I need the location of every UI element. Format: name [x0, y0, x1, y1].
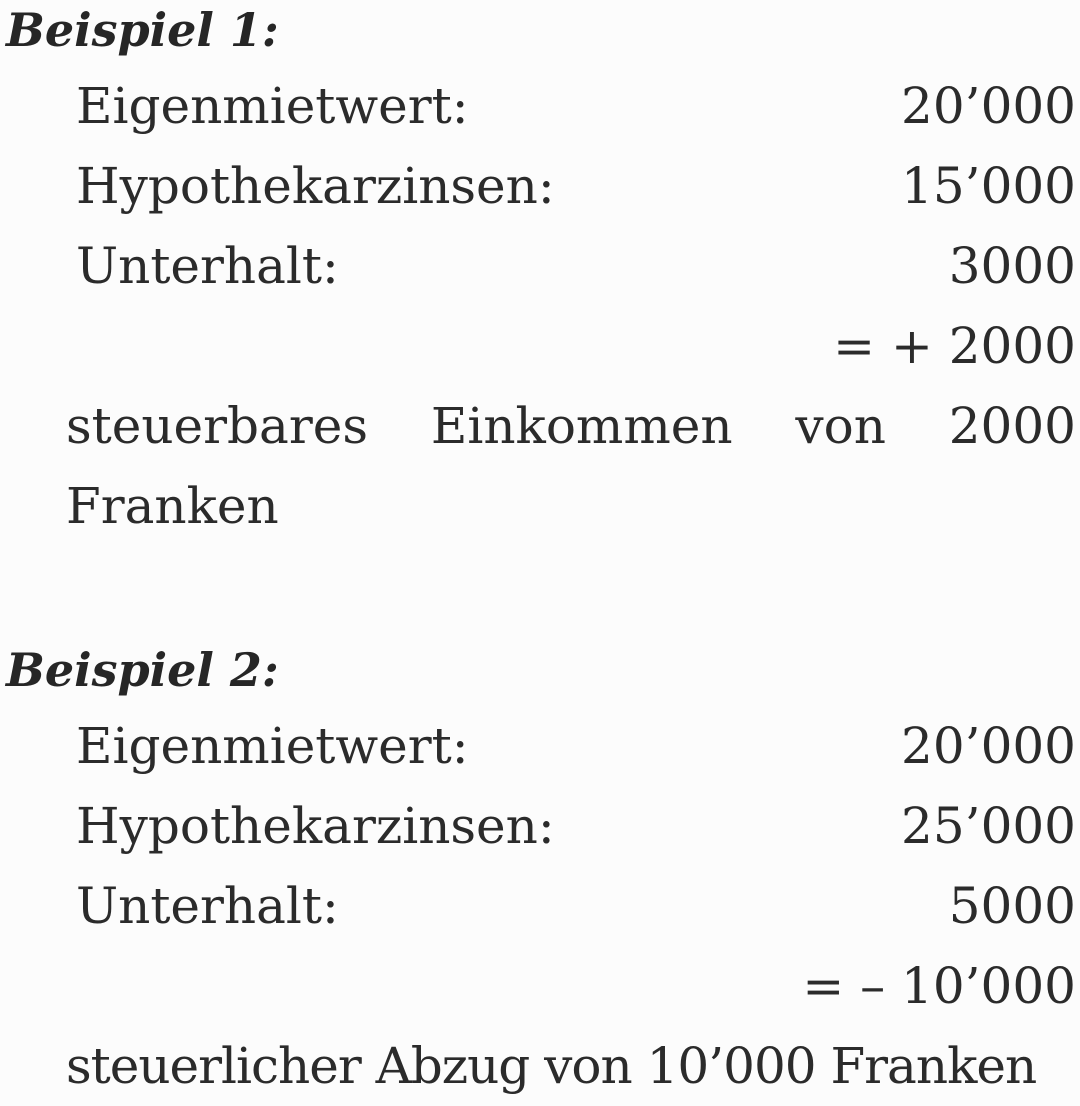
row-label: Unterhalt:: [76, 237, 339, 295]
row-value: 25’000: [901, 797, 1076, 855]
example-1-result: = + 2000: [833, 317, 1076, 375]
example-1-row-eigenmietwert: [76, 66, 1076, 146]
example-2-row-unterhalt: [76, 866, 1076, 946]
example-1-row-hypothekarzinsen: [76, 146, 1076, 226]
example-1-row-unterhalt: [76, 226, 1076, 306]
row-value: 15’000: [901, 157, 1076, 215]
row-label: Hypothekarzinsen:: [76, 157, 555, 215]
row-value: 5000: [948, 877, 1076, 935]
example-2-row-eigenmietwert: [76, 706, 1076, 786]
row-label: Eigenmietwert:: [76, 717, 469, 775]
example-2-result: = – 10’000: [802, 957, 1076, 1015]
example-2-title: Beispiel 2:: [6, 643, 279, 697]
row-value: 3000: [948, 237, 1076, 295]
row-value: 20’000: [901, 77, 1076, 135]
row-label: Unterhalt:: [76, 877, 339, 935]
row-label: Eigenmietwert:: [76, 77, 469, 135]
example-2-conclusion: steuerlicher Abzug von 10’000 Franken: [66, 1037, 1037, 1095]
example-1-conclusion: steuerbares Einkommen von 2000 Franken: [66, 397, 1076, 535]
row-value: 20’000: [901, 717, 1076, 775]
example-1-title: Beispiel 1:: [6, 3, 279, 57]
row-label: Hypothekarzinsen:: [76, 797, 555, 855]
example-2-row-hypothekarzinsen: [76, 786, 1076, 866]
